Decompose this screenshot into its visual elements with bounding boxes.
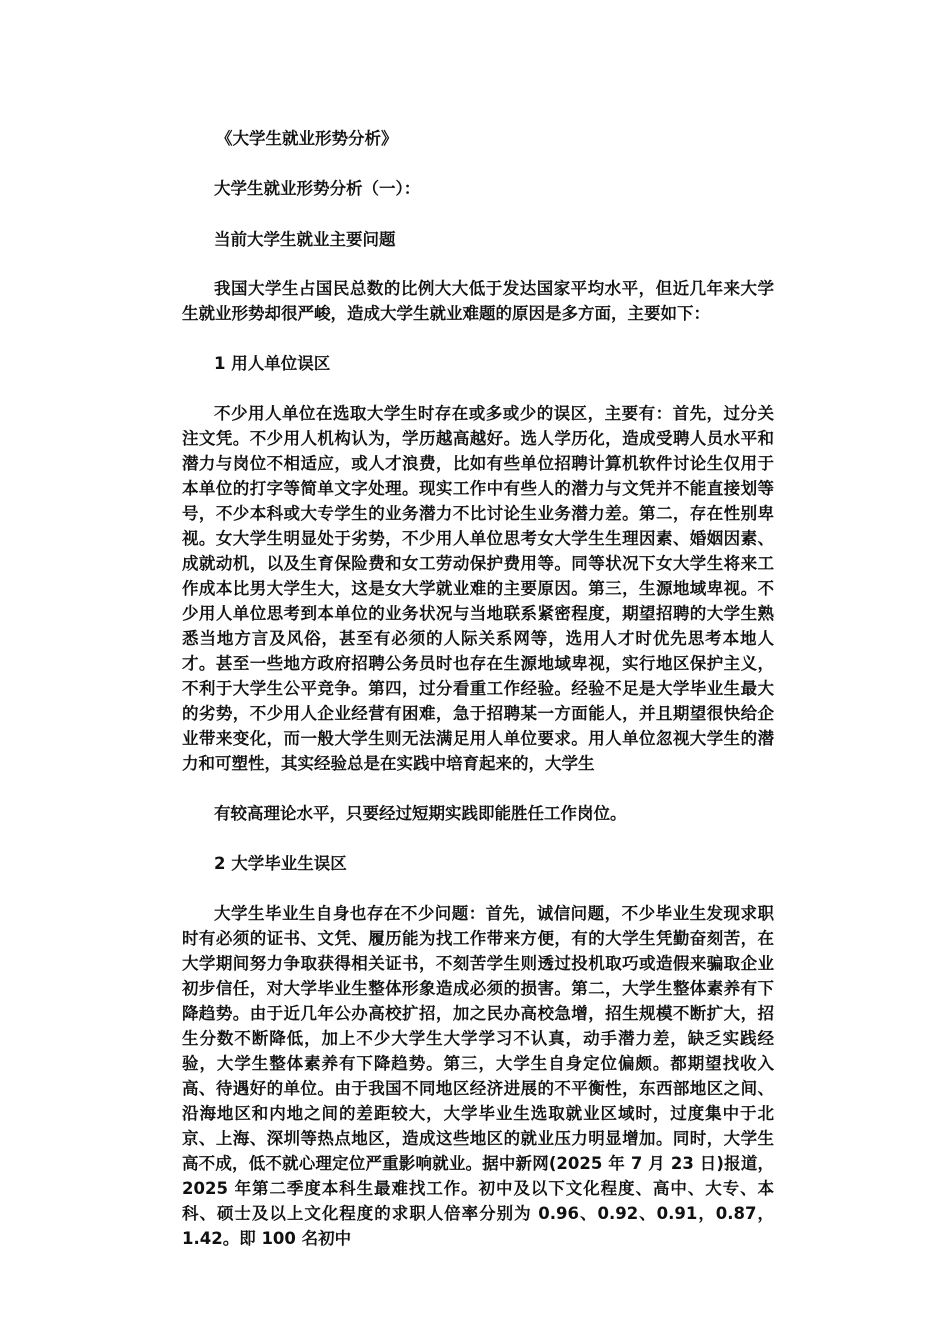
document-subtitle: 大学生就业形势分析（一）： [214, 179, 421, 198]
section-heading: 当前大学生就业主要问题 [214, 230, 396, 249]
section-2-title: 2 大学毕业生误区 [214, 854, 347, 873]
intro-paragraph: 我国大学生占国民总数的比例大大低于发达国家平均水平，但近几年来大学生就业形势却很严峻，造成大学生就业难题的原因是多方面，主要如下： [182, 279, 774, 323]
document-title: 《大学生就业形势分析》 [216, 129, 398, 148]
section-1-continuation: 有较高理论水平，只要经过短期实践即能胜任工作岗位。 [214, 804, 627, 823]
section-2-paragraph: 大学生毕业生自身也存在不少问题：首先，诚信问题，不少毕业生发现求职时有必须的证书、文凭、履历能为找工作带来方便，有的大学生凭勤奋刻苦，在大学期间努力争取获得相关证书，不刻苦学生则透过投机取巧或造假来骗取企业初步信任，对大学毕业生整体形象造成必须的损害。第二，大学生整体素养有下降趋势。由于近几年公办高校扩招，加之民办高校急增，招生规模不断扩大，招生分数不断降低，加上不少大学生大学学习不认真，动手潜力差，缺乏实践经验，大学生整体素养有下降趋势。第三，大学生自身定位偏颇。都期望找收入高、待遇好的单位。由于我国不同地区经济进展的不平衡性，东西部地区之间、沿海地区和内地之间的差距较大，大学毕业生选取就业区域时，过度集中于北京、上海、深圳等热点地区，造成这些地区的就业压力明显增加。同时，大学生高不成，低不就心理定位严重影响就业。据中新网(2025 年 7 月 23 日)报道，2025 年第二季度本科生最难找工作。初中及以下文化程度、高中、大专、本科、硕士及以上文化程度的求职人倍率分别为 0.96、0.92、0.91，0.87，1.42。即 100 名初中 [182, 904, 774, 1248]
section-1-title: 1 用人单位误区 [214, 354, 331, 373]
section-1-paragraph: 不少用人单位在选取大学生时存在或多或少的误区，主要有：首先，过分关注文凭。不少用人机构认为，学历越高越好。选人学历化，造成受聘人员水平和潜力与岗位不相适应，或人才浪费，比如有些单位招聘计算机软件讨论生仅用于本单位的打字等简单文字处理。现实工作中有些人的潜力与文凭并不能直接划等号，不少本科或大专学生的业务潜力不比讨论生业务潜力差。第二，存在性别卑视。女大学生明显处于劣势，不少用人单位思考女大学生生理因素、婚姻因素、成就动机，以及生育保险费和女工劳动保护费用等。同等状况下女大学生将来工作成本比男大学生大，这是女大学就业难的主要原因。第三，生源地域卑视。不少用人单位思考到本单位的业务状况与当地联系紧密程度，期望招聘的大学生熟悉当地方言及风俗，甚至有必须的人际关系网等，选用人才时优先思考本地人才。甚至一些地方政府招聘公务员时也存在生源地域卑视，实行地区保护主义，不利于大学生公平竞争。第四，过分看重工作经验。经验不足是大学毕业生最大的劣势，不少用人企业经营有困难，急于招聘某一方面能人，并且期望很快给企业带来变化，而一般大学生则无法满足用人单位要求。用人单位忽视大学生的潜力和可塑性，其实经验总是在实践中培育起来的，大学生 [182, 404, 774, 773]
